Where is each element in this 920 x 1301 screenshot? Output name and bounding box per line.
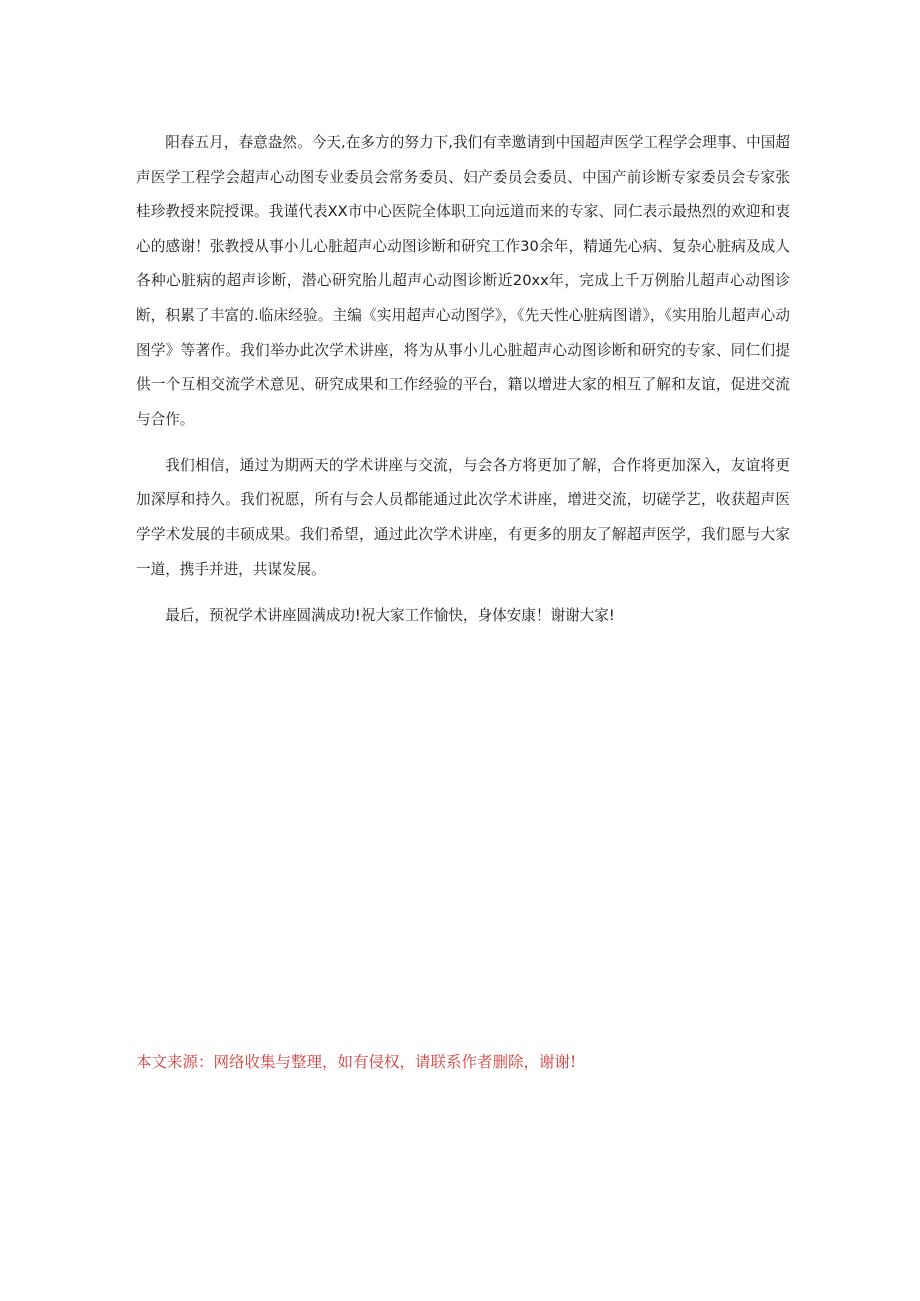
source-note: 本文来源：网络收集与整理，如有侵权，请联系作者删除，谢谢! [136, 1053, 577, 1071]
paragraph-wishes: 我们相信，通过为期两天的学术讲座与交流，与会各方将更加了解，合作将更加深入，友谊将更加深厚和持久。我们祝愿，所有与会人员都能通过此次学术讲座，增进交流，切磋学艺，收获超声医学学术发展的丰硕成果。我们希望，通过此次学术讲座，有更多的朋友了解超声医学，我们愿与大家一道，携手并进，共谋发展。 [136, 456, 790, 578]
paragraph-welcome: 阳春五月，春意盎然。今天,在多方的努力下,我们有幸邀请到中国超声医学工程学会理事、中国超声医学工程学会超声心动图专业委员会常务委员、妇产委员会委员、中国产前诊断专家委员会专家张桂珍教授来院授课。我谨代表XX市中心医院全体职工向远道而来的专家、同仁表示最热烈的欢迎和衷心的感谢！张教授从事小儿心脏超声心动图诊断和研究工作30余年，精通先心病、复杂心脏病及成人各种心脏病的超声诊断，潜心研究胎儿超声心动图诊断近20xx年，完成上千万例胎儿超声心动图诊断，积累了丰富的.临床经验。主编《实用超声心动图学》，《先天性心脏病图谱》，《实用胎儿超声心动图学》等著作。我们举办此次学术讲座，将为从事小儿心脏超声心动图诊断和研究的专家、同仁们提供一个互相交流学术意见、研究成果和工作经验的平台，籍以增进大家的相互了解和友谊，促进交流与合作。 [136, 134, 790, 428]
document-body [136, 126, 790, 633]
paragraph-closing: 最后，预祝学术讲座圆满成功!祝大家工作愉快，身体安康！谢谢大家! [165, 606, 615, 624]
